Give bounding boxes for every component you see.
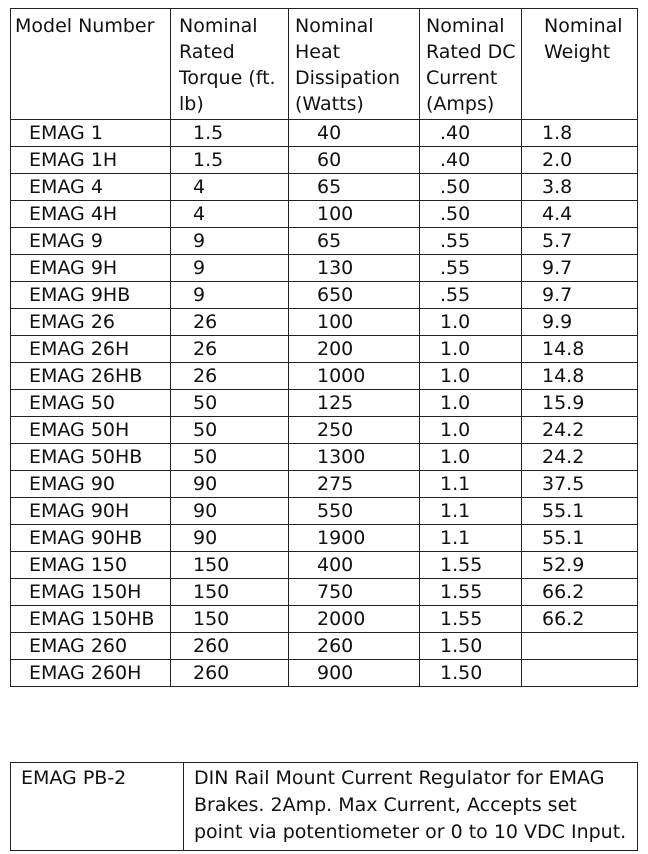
cell-torque: 4 xyxy=(171,201,289,228)
cell-current: 1.55 xyxy=(420,606,522,633)
cell-weight: 1.8 xyxy=(522,120,638,147)
table-row xyxy=(11,336,638,363)
cell-weight: 3.8 xyxy=(522,174,638,201)
cell-heat: 400 xyxy=(289,552,420,579)
cell-torque: 50 xyxy=(171,390,289,417)
cell-model: EMAG 90H xyxy=(11,498,171,525)
cell-torque: 9 xyxy=(171,282,289,309)
table-row xyxy=(11,498,638,525)
cell-current: 1.55 xyxy=(420,579,522,606)
table-row xyxy=(11,120,638,147)
cell-heat: 900 xyxy=(289,660,420,687)
cell-current: 1.1 xyxy=(420,498,522,525)
cell-heat: 65 xyxy=(289,228,420,255)
cell-model: EMAG 260H xyxy=(11,660,171,687)
cell-heat: 650 xyxy=(289,282,420,309)
cell-heat: 65 xyxy=(289,174,420,201)
table-row xyxy=(11,552,638,579)
accessory-model: EMAG PB-2 xyxy=(11,763,184,851)
cell-current: 1.55 xyxy=(420,552,522,579)
cell-torque: 26 xyxy=(171,336,289,363)
cell-weight: 55.1 xyxy=(522,525,638,552)
cell-heat: 130 xyxy=(289,255,420,282)
cell-torque: 1.5 xyxy=(171,120,289,147)
cell-heat: 2000 xyxy=(289,606,420,633)
header-row xyxy=(11,9,638,120)
cell-model: EMAG 150H xyxy=(11,579,171,606)
cell-heat: 100 xyxy=(289,309,420,336)
table-row xyxy=(11,363,638,390)
cell-heat: 550 xyxy=(289,498,420,525)
table-row xyxy=(11,525,638,552)
cell-heat: 200 xyxy=(289,336,420,363)
cell-model: EMAG 90 xyxy=(11,471,171,498)
cell-model: EMAG 9HB xyxy=(11,282,171,309)
header-dc-current: Nominal Rated DC Current (Amps) xyxy=(420,9,522,120)
cell-model: EMAG 260 xyxy=(11,633,171,660)
cell-torque: 50 xyxy=(171,444,289,471)
cell-weight xyxy=(522,633,638,660)
cell-weight: 9.9 xyxy=(522,309,638,336)
table-row xyxy=(11,660,638,687)
cell-current: .40 xyxy=(420,120,522,147)
cell-torque: 150 xyxy=(171,606,289,633)
cell-heat: 1900 xyxy=(289,525,420,552)
cell-weight: 24.2 xyxy=(522,417,638,444)
cell-model: EMAG 9H xyxy=(11,255,171,282)
cell-model: EMAG 1H xyxy=(11,147,171,174)
cell-weight: 4.4 xyxy=(522,201,638,228)
accessory-table xyxy=(10,762,638,851)
cell-heat: 1000 xyxy=(289,363,420,390)
cell-heat: 60 xyxy=(289,147,420,174)
header-model-number: Model Number xyxy=(11,9,171,120)
cell-torque: 9 xyxy=(171,255,289,282)
table-row xyxy=(11,633,638,660)
cell-model: EMAG 150HB xyxy=(11,606,171,633)
brake-spec-table xyxy=(10,8,638,687)
cell-weight: 52.9 xyxy=(522,552,638,579)
cell-torque: 260 xyxy=(171,660,289,687)
table-row xyxy=(11,282,638,309)
cell-torque: 150 xyxy=(171,552,289,579)
cell-torque: 260 xyxy=(171,633,289,660)
cell-model: EMAG 50H xyxy=(11,417,171,444)
cell-torque: 1.5 xyxy=(171,147,289,174)
cell-weight: 24.2 xyxy=(522,444,638,471)
cell-heat: 100 xyxy=(289,201,420,228)
cell-model: EMAG 4H xyxy=(11,201,171,228)
cell-weight: 5.7 xyxy=(522,228,638,255)
table-row xyxy=(11,228,638,255)
cell-model: EMAG 150 xyxy=(11,552,171,579)
header-weight: Nominal Weight xyxy=(522,9,638,120)
cell-weight: 66.2 xyxy=(522,606,638,633)
cell-current: 1.1 xyxy=(420,471,522,498)
cell-current: 1.1 xyxy=(420,525,522,552)
cell-current: 1.0 xyxy=(420,363,522,390)
cell-weight: 14.8 xyxy=(522,363,638,390)
cell-current: .40 xyxy=(420,147,522,174)
table-row xyxy=(11,147,638,174)
cell-heat: 750 xyxy=(289,579,420,606)
cell-model: EMAG 26HB xyxy=(11,363,171,390)
cell-heat: 40 xyxy=(289,120,420,147)
cell-heat: 250 xyxy=(289,417,420,444)
cell-model: EMAG 90HB xyxy=(11,525,171,552)
cell-weight: 66.2 xyxy=(522,579,638,606)
cell-model: EMAG 26 xyxy=(11,309,171,336)
table-row xyxy=(11,390,638,417)
cell-current: .55 xyxy=(420,255,522,282)
cell-model: EMAG 26H xyxy=(11,336,171,363)
cell-current: 1.0 xyxy=(420,390,522,417)
cell-current: 1.50 xyxy=(420,633,522,660)
cell-weight: 9.7 xyxy=(522,282,638,309)
table-row xyxy=(11,444,638,471)
cell-weight: 9.7 xyxy=(522,255,638,282)
cell-model: EMAG 50 xyxy=(11,390,171,417)
cell-model: EMAG 1 xyxy=(11,120,171,147)
cell-current: .50 xyxy=(420,201,522,228)
cell-heat: 125 xyxy=(289,390,420,417)
cell-torque: 26 xyxy=(171,363,289,390)
cell-model: EMAG 50HB xyxy=(11,444,171,471)
cell-torque: 9 xyxy=(171,228,289,255)
table-row xyxy=(11,201,638,228)
cell-current: .55 xyxy=(420,282,522,309)
table-row xyxy=(11,606,638,633)
cell-heat: 275 xyxy=(289,471,420,498)
cell-current: 1.0 xyxy=(420,417,522,444)
table-row xyxy=(11,255,638,282)
table-row xyxy=(11,417,638,444)
table-row xyxy=(11,309,638,336)
table-row xyxy=(11,579,638,606)
cell-torque: 26 xyxy=(171,309,289,336)
cell-torque: 4 xyxy=(171,174,289,201)
cell-weight: 14.8 xyxy=(522,336,638,363)
table-row xyxy=(11,174,638,201)
cell-torque: 90 xyxy=(171,498,289,525)
cell-weight: 37.5 xyxy=(522,471,638,498)
cell-current: 1.0 xyxy=(420,336,522,363)
cell-weight: 2.0 xyxy=(522,147,638,174)
cell-current: 1.0 xyxy=(420,309,522,336)
cell-current: 1.0 xyxy=(420,444,522,471)
cell-model: EMAG 9 xyxy=(11,228,171,255)
accessory-description: DIN Rail Mount Current Regulator for EMAG Brakes. 2Amp. Max Current, Accepts set point via potentiometer or 0 to 10 VDC Input. xyxy=(184,763,638,851)
table-row xyxy=(11,471,638,498)
cell-torque: 90 xyxy=(171,525,289,552)
cell-weight xyxy=(522,660,638,687)
header-heat-dissipation: Nominal Heat Dissipation (Watts) xyxy=(289,9,420,120)
cell-weight: 15.9 xyxy=(522,390,638,417)
header-rated-torque: Nominal Rated Torque (ft. lb) xyxy=(171,9,289,120)
cell-torque: 150 xyxy=(171,579,289,606)
cell-heat: 260 xyxy=(289,633,420,660)
cell-current: .50 xyxy=(420,174,522,201)
cell-heat: 1300 xyxy=(289,444,420,471)
cell-current: 1.50 xyxy=(420,660,522,687)
accessory-row xyxy=(11,763,638,851)
cell-torque: 50 xyxy=(171,417,289,444)
cell-torque: 90 xyxy=(171,471,289,498)
spec-table-body xyxy=(11,120,638,687)
cell-weight: 55.1 xyxy=(522,498,638,525)
cell-model: EMAG 4 xyxy=(11,174,171,201)
cell-current: .55 xyxy=(420,228,522,255)
